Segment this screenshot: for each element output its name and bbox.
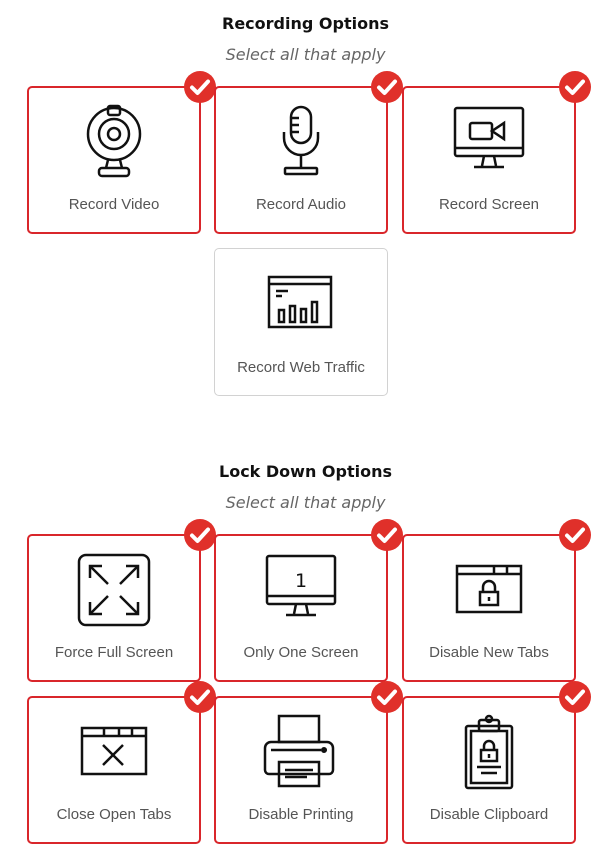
expand-arrows-icon	[29, 552, 199, 630]
checkmark-icon	[371, 681, 403, 713]
monitor-one-icon	[216, 552, 386, 630]
option-record-audio[interactable]	[214, 86, 388, 234]
checkmark-icon	[184, 71, 216, 103]
option-label: Record Web Traffic	[237, 359, 365, 376]
option-label: Record Video	[68, 196, 160, 213]
lockdown-options-title: Lock Down Options	[219, 462, 392, 481]
checkmark-icon	[184, 681, 216, 713]
option-only-one-screen[interactable]	[214, 534, 388, 682]
checkmark-icon	[559, 71, 591, 103]
webcam-icon	[29, 104, 199, 182]
checkmark-icon	[184, 519, 216, 551]
option-label: Force Full Screen	[54, 644, 174, 661]
browser-close-icon	[29, 714, 199, 792]
recording-options-subtitle: Select all that apply	[225, 45, 386, 64]
option-record-video[interactable]	[27, 86, 201, 234]
option-record-screen[interactable]	[402, 86, 576, 234]
option-force-full-screen[interactable]	[27, 534, 201, 682]
option-disable-new-tabs[interactable]	[402, 534, 576, 682]
checkmark-icon	[559, 681, 591, 713]
recording-options-title: Recording Options	[222, 14, 389, 33]
checkmark-icon	[371, 519, 403, 551]
checkmark-icon	[371, 71, 403, 103]
option-label: Record Audio	[255, 196, 347, 213]
option-label: Record Screen	[438, 196, 540, 213]
clipboard-lock-icon	[404, 714, 574, 792]
monitor-one-number: 1	[294, 570, 308, 592]
option-disable-clipboard[interactable]	[402, 696, 576, 844]
browser-chart-icon	[215, 265, 387, 343]
option-label: Close Open Tabs	[56, 806, 172, 823]
monitor-video-icon	[404, 104, 574, 182]
option-label: Disable New Tabs	[429, 644, 549, 661]
option-label: Disable Clipboard	[429, 806, 549, 823]
option-label: Only One Screen	[243, 644, 359, 661]
option-record-web-traffic[interactable]	[214, 248, 388, 396]
printer-icon	[216, 714, 386, 792]
option-disable-printing[interactable]	[214, 696, 388, 844]
browser-lock-icon	[404, 552, 574, 630]
option-close-open-tabs[interactable]	[27, 696, 201, 844]
microphone-icon	[216, 104, 386, 182]
checkmark-icon	[559, 519, 591, 551]
lockdown-options-subtitle: Select all that apply	[225, 493, 386, 512]
option-label: Disable Printing	[248, 806, 354, 823]
